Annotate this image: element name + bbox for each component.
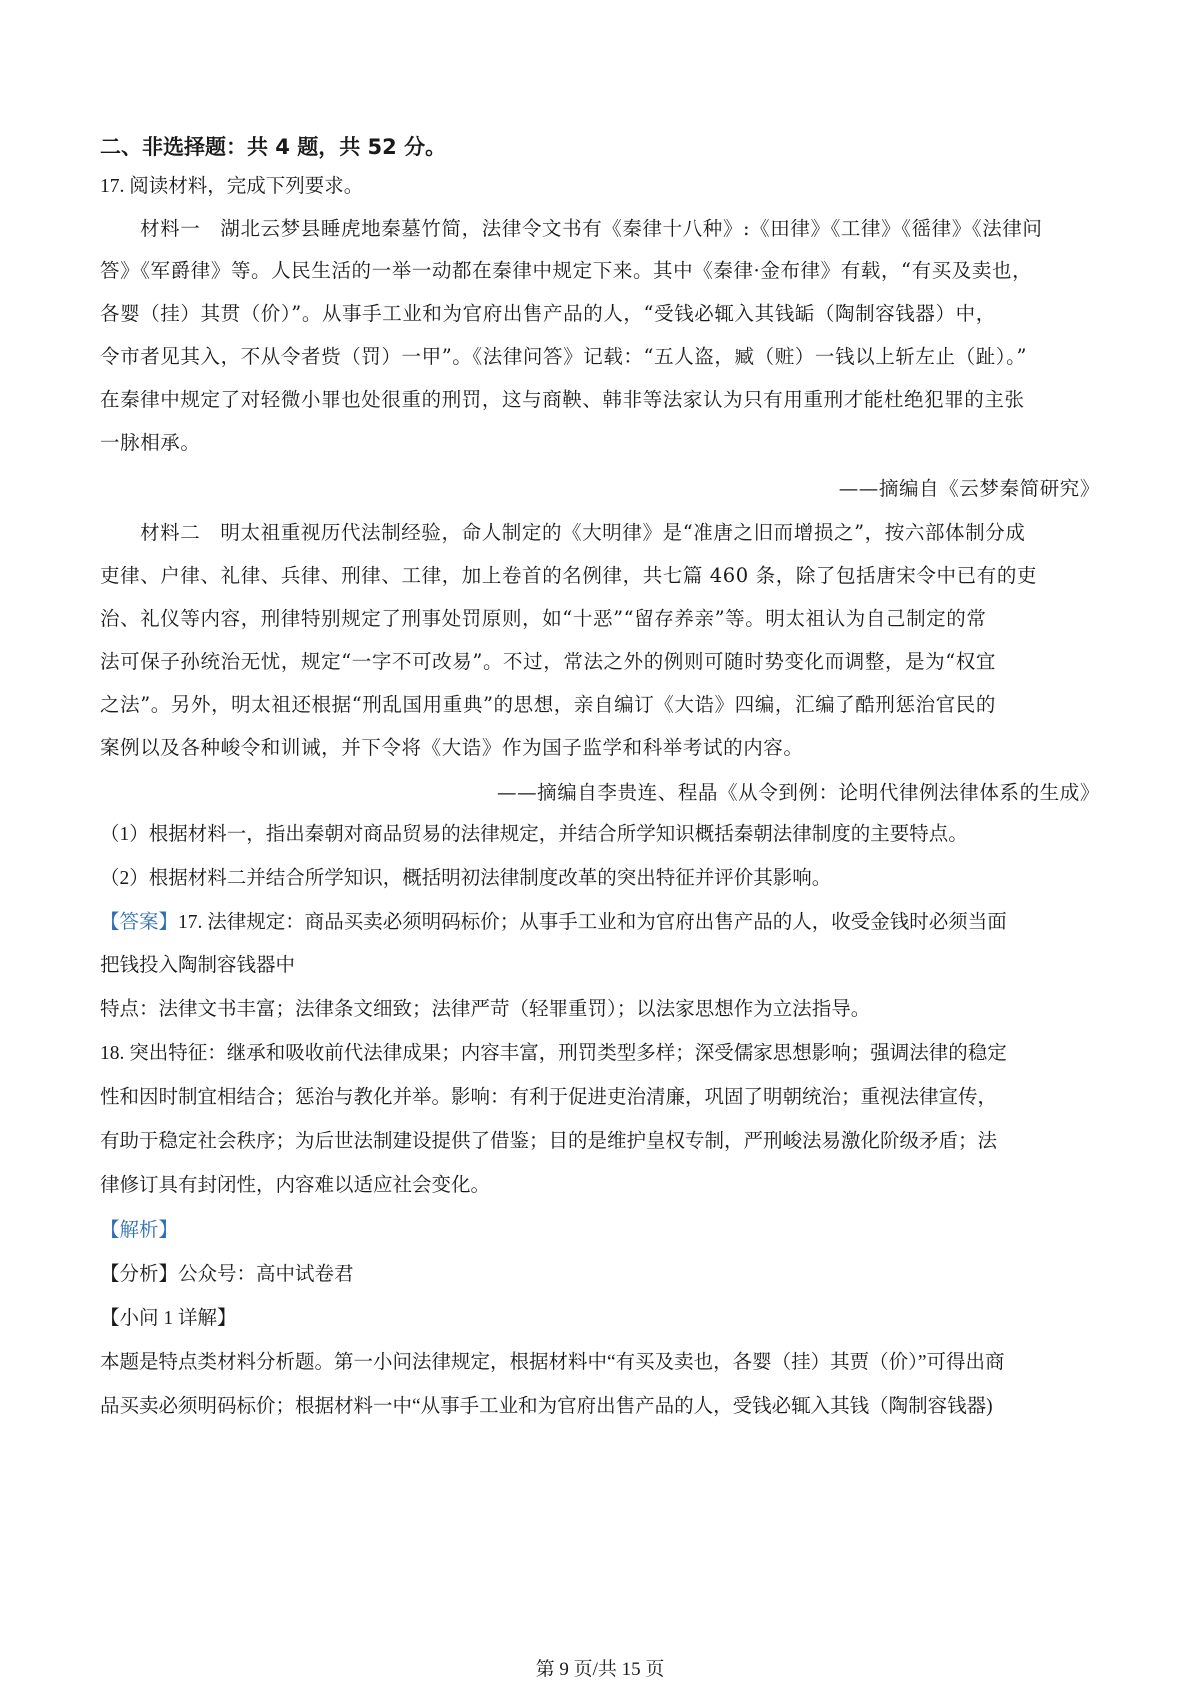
source-2: ——摘编自李贵连、程晶《从令到例：论明代律例法律体系的生成》 [496,781,1100,804]
page-footer: 第 9 页/共 15 页 [535,1659,665,1680]
material-2-line: 吏律、户律、礼律、兵律、刑律、工律，加上卷首的名例律，共七篇 460 条，除了包括唐宋令中已有的吏 [100,564,1038,587]
answer-line: 18. 突出特征：继承和吸收前代法律成果；内容丰富，刑罚类型多样；深受儒家思想影响；强调法律的稳定 [100,1043,1007,1064]
analysis-xiangjie-tag: 【小问 1 详解】 [100,1308,237,1329]
material-1-line: 各婴（挂）其贯（价）”。从事手工业和为官府出售产品的人，“受钱必辄入其钱缿（陶制容钱器）中， [100,302,996,325]
material-1-line: 令市者见其入，不从令者赀（罚）一甲”。《法律问答》记载：“五人盗，臧（赃）一钱以上斩左止（趾）。” [100,345,1028,368]
analysis-fenxi: 【分析】公众号：高中试卷君 [100,1264,354,1285]
answer-text: 17. 法律规定：商品买卖必须明码标价；从事手工业和为官府出售产品的人，收受金钱时必须当面 [178,912,1007,933]
analysis-tag: 【解析】 [100,1220,179,1241]
sub-question-1: （1）根据材料一，指出秦朝对商品贸易的法律规定，并结合所学知识概括秦朝法律制度的主要特点。 [100,824,968,845]
answer-line [100,910,1088,936]
material-1-line: 答》《军爵律》等。人民生活的一举一动都在秦律中规定下来。其中《秦律·金布律》有载，“有买及卖也， [100,259,1033,282]
answer-line: 特点：法律文书丰富；法律条文细致；法律严苛（轻罪重罚）；以法家思想作为立法指导。 [100,999,871,1020]
material-2-line: 法可保子孙统治无忧，规定“一字不可改易”。不过，常法之外的例则可随时势变化而调整，是为“权宜 [100,650,997,673]
answer-tag: 【答案】 [100,912,179,933]
material-1-line: 一脉相承。 [100,431,201,454]
answer-line: 把钱投入陶制容钱器中 [100,955,296,976]
source-1: ——摘编自《云梦秦简研究》 [838,477,1100,500]
answer-line: 性和因时制宜相结合；惩治与教化并举。影响：有利于促进吏治清廉，巩固了明朝统治；重视法律宣传， [100,1087,998,1108]
material-2-line: 治、礼仪等内容，刑律特别规定了刑事处罚原则，如“十恶”“留存养亲”等。明太祖认为自己制定的常 [100,607,987,630]
sub-question-2: （2）根据材料二并结合所学知识，概括明初法律制度改革的突出特征并评价其影响。 [100,868,832,889]
analysis-line: 品买卖必须明码标价；根据材料一中“从事手工业和为官府出售产品的人，受钱必辄入其钱（陶制容钱器) [100,1396,993,1417]
answer-line: 律修订具有封闭性，内容难以适应社会变化。 [100,1175,491,1196]
analysis-line: 本题是特点类材料分析题。第一小问法律规定，根据材料中“有买及卖也，各婴（挂）其贾（价）”可得出商 [100,1352,1005,1373]
material-1-line: 在秦律中规定了对轻微小罪也处很重的刑罚，这与商鞅、韩非等法家认为只有用重刑才能杜绝犯罪的主张 [100,388,1025,411]
question-17-stem: 17. 阅读材料，完成下列要求。 [100,176,364,197]
material-2-line: 材料二 明太祖重视历代法制经验，命人制定的《大明律》是“准唐之旧而增损之”，按六部体制分成 [140,521,1026,544]
answer-line: 有助于稳定社会秩序；为后世法制建设提供了借鉴；目的是维护皇权专制，严刑峻法易激化阶级矛盾；法 [100,1131,998,1152]
section-title: 二、非选择题：共 4 题，共 52 分。 [100,135,447,159]
material-2-line: 之法”。另外，明太祖还根据“刑乱国用重典”的思想，亲自编订《大诰》四编，汇编了酷刑惩治官民的 [100,693,997,716]
material-2-line: 案例以及各种峻令和训诫，并下令将《大诰》作为国子监学和科举考试的内容。 [100,736,804,759]
material-1-line: 材料一 湖北云梦县睡虎地秦墓竹简，法律令文书有《秦律十八种》:《田律》《工律》《徭律》《法律问 [140,217,1043,240]
